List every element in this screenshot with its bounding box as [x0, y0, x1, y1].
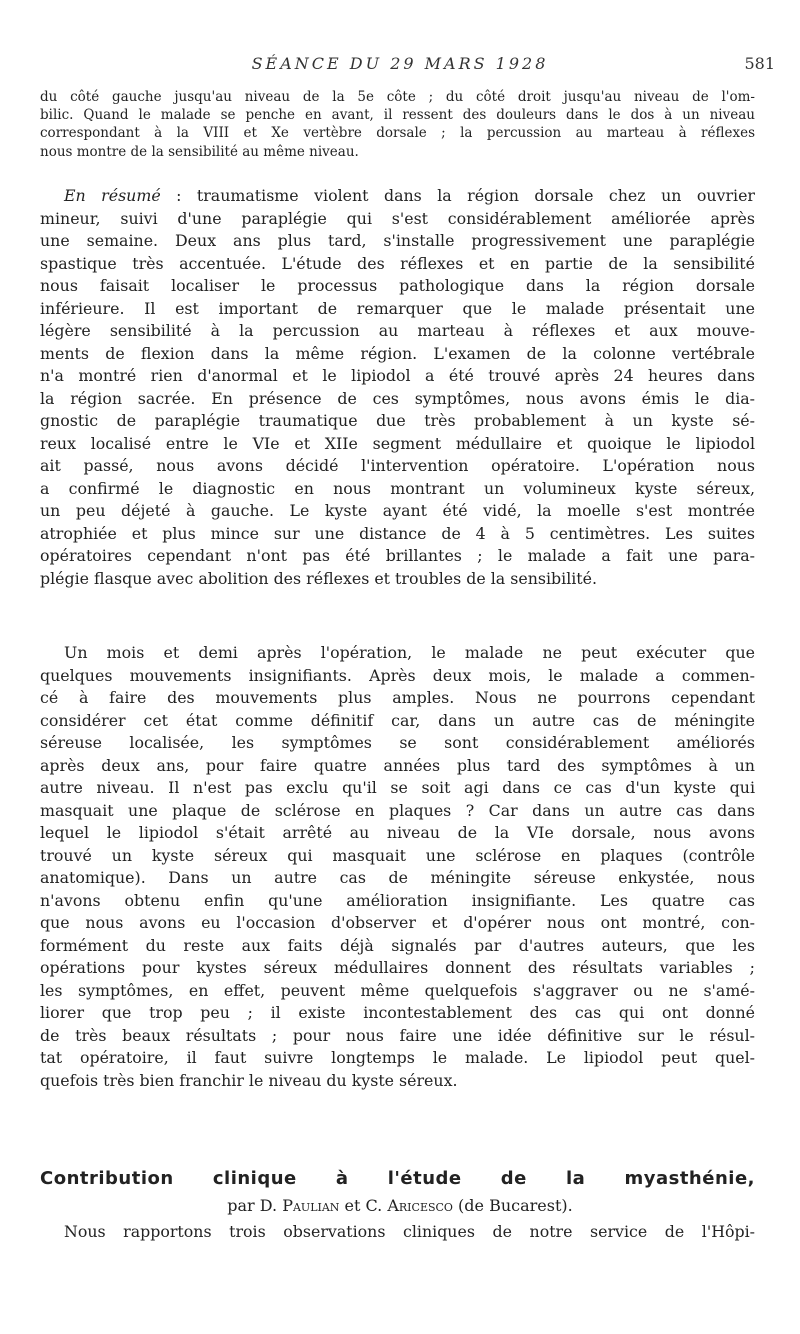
text-line: légère sensibilité à la percussion au marteau à réflexes et aux mouve- [40, 321, 755, 340]
text-line: quelques mouvements insignifiants. Après deux mois, le malade a commen- [40, 665, 755, 685]
byline-et: et C. [339, 1196, 388, 1215]
page-header [0, 48, 800, 78]
text-line: gnostic de paraplégie traumatique due très probablement à un kyste sé- [40, 411, 755, 430]
summary-lead: En résumé [64, 186, 161, 205]
text-line: une semaine. Deux ans plus tard, s'installe progressivement une paraplégie [40, 231, 755, 250]
text-line: considérer cet état comme définitif car, dans un autre cas de méningite [40, 710, 755, 730]
text-line: n'avons obtenu enfin qu'une amélioration insignifiante. Les quatre cas [40, 890, 755, 910]
text-line: n'a montré rien d'anormal et le lipiodol a été trouvé après 24 heures dans [40, 366, 755, 385]
text-line: reux localisé entre le VIe et XIIe segment médullaire et quoique le lipiodol [40, 433, 755, 453]
text-line: Un mois et demi après l'opération, le malade ne peut exécuter que [64, 643, 755, 662]
text-line: quefois très bien franchir le niveau du kyste séreux. [40, 1070, 458, 1090]
discussion-paragraph [40, 642, 755, 1092]
text-line: autre niveau. Il n'est pas exclu qu'il se soit agi dans ce cas d'un kyste qui [40, 778, 755, 797]
text-line: bilic. Quand le malade se penche en avant, il ressent des douleurs dans le dos à un niveau [40, 107, 755, 124]
summary-first-line: : traumatisme violent dans la région dorsale chez un ouvrier [160, 186, 755, 205]
case-detail-paragraph [40, 88, 755, 161]
text-line: un peu déjeté à gauche. Le kyste ayant été vidé, la moelle s'est montrée [40, 501, 755, 520]
text-line: anatomique). Dans un autre cas de méningite séreuse enkystée, nous [40, 868, 755, 887]
text-line: ments de flexion dans la même région. L'examen de la colonne vertébrale [40, 343, 755, 363]
text-line: trouvé un kyste séreux qui masquait une sclérose en plaques (contrôle [40, 845, 755, 865]
text-line: les symptômes, en effet, peuvent même quelquefois s'aggraver ou ne s'amé- [40, 980, 755, 1000]
text-line: de très beaux résultats ; pour nous faire une idée définitive sur le résul- [40, 1025, 755, 1045]
text-line: nous montre de la sensibilité au même niveau. [40, 143, 359, 160]
text-line: correspondant à la VIII et Xe vertèbre dorsale ; la percussion au marteau à réflexes [40, 125, 755, 142]
text-line: inférieure. Il est important de remarquer que le malade présentait une [40, 298, 755, 318]
text-line: liorer que trop peu ; il existe incontestablement des cas qui ont donné [40, 1003, 755, 1022]
author-paulian: Paulian [282, 1196, 340, 1215]
text-line: tat opératoire, il faut suivre longtemps le malade. Le lipiodol peut quel- [40, 1048, 755, 1067]
text-line: nous faisait localiser le processus pathologique dans la région dorsale [40, 276, 755, 295]
byline-place: (de Bucarest). [452, 1196, 573, 1215]
text-line: Nous rapportons trois observations cliniques de notre service de l'Hôpi- [64, 1222, 755, 1241]
text-line: cé à faire des mouvements plus amples. Nous ne pourrons cependant [40, 688, 755, 707]
text-line: plégie flasque avec abolition des réflexes et troubles de la sensibilité. [40, 568, 598, 588]
byline [0, 1196, 800, 1215]
text-line: mineur, suivi d'une paraplégie qui s'est considérablement améliorée après [40, 208, 755, 228]
text-line: opératoires cependant n'ont pas été brillantes ; le malade a fait une para- [40, 546, 755, 565]
text-line: lequel le lipiodol s'était arrêté au niveau de la VIe dorsale, nous avons [40, 823, 755, 842]
text-line: spastique très accentuée. L'étude des réflexes et en partie de la sensibilité [40, 253, 755, 273]
text-line: atrophiée et plus mince sur une distance de 4 à 5 centimètres. Les suites [40, 523, 755, 543]
text-line: opérations pour kystes séreux médullaires donnent des résultats variables ; [40, 958, 755, 977]
text-line: formément du reste aux faits déjà signalés par d'autres auteurs, que les [40, 935, 755, 955]
summary-paragraph [40, 185, 755, 590]
text-line: séreuse localisée, les symptômes se sont considérablement améliorés [40, 733, 755, 752]
running-head: SÉANCE DU 29 MARS 1928 [251, 54, 549, 73]
text-line: que nous avons eu l'occasion d'observer et d'opérer nous ont montré, con- [40, 913, 755, 932]
text-line: a confirmé le diagnostic en nous montrant un volumineux kyste séreux, [40, 478, 755, 498]
text-line: la région sacrée. En présence de ces symptômes, nous avons émis le dia- [40, 388, 755, 408]
text-line: masquait une plaque de sclérose en plaques ? Car dans un autre cas dans [40, 800, 755, 820]
text-line: du côté gauche jusqu'au niveau de la 5e côte ; du côté droit jusqu'au niveau de l'om- [40, 89, 755, 105]
section-opening-paragraph [40, 1221, 755, 1244]
text-line [40, 185, 755, 208]
section-title: Contribution clinique à l'étude de la myasthénie, [40, 1168, 755, 1189]
byline-par: par D. [227, 1196, 283, 1215]
text-line: ait passé, nous avons décidé l'intervention opératoire. L'opération nous [40, 456, 755, 475]
author-aricesco: Aricesco [387, 1196, 453, 1215]
text-line: après deux ans, pour faire quatre années plus tard des symptômes à un [40, 755, 755, 775]
page-number: 581 [744, 54, 775, 73]
